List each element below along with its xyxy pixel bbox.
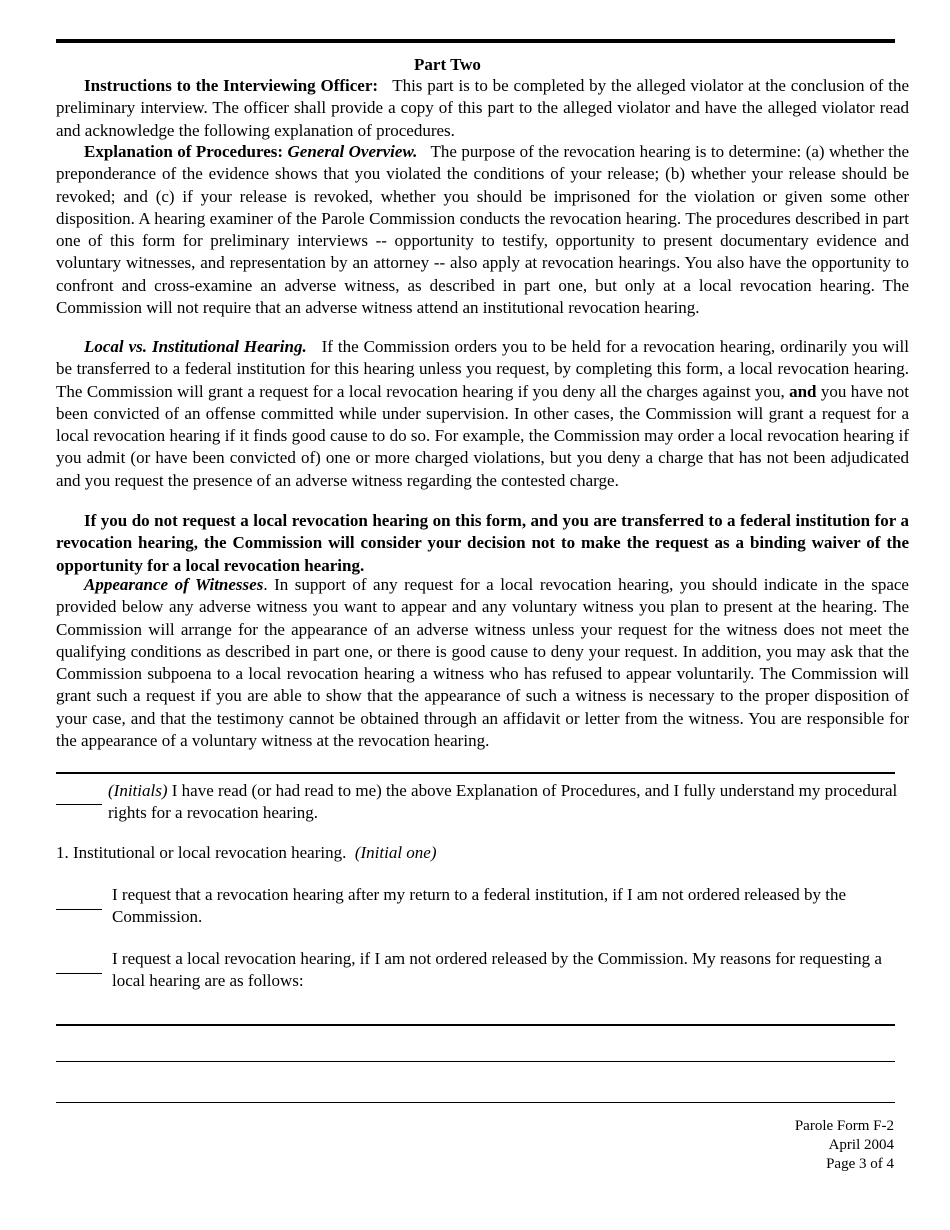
instructions-label: Instructions to the Interviewing Officer: bbox=[84, 76, 379, 95]
explanation-text: The purpose of the revocation hearing is to determine: (a) whether the preponderance of the evidence shows that you violated the conditions of your release; (b) whether your release should be revoked; and (c) if your release is revoked, whether you should be imprisoned for the violation or given some other disposition. A hearing examiner of the Parole Commission conducts the revocation hearing. The procedures described in part one of this form for preliminary interviews -- opportunity to testify, opportunity to present documentary evidence and voluntary witnesses, and representation by an attorney -- also apply at revocation hearings. You also have the opportunity to confront and cross-examine an adverse witness, as described in part one, but only at a local revocation hearing. The Commission will not require that an adverse witness attend an institutional revocation hearing. bbox=[56, 142, 910, 318]
top-rule bbox=[56, 39, 895, 43]
local-text-part2: you have not been convicted of an offense committed while under supervision. In other cases, the Commission will grant a request for a local revocation hearing if it finds good cause to do so. For example, the Commission may order a local revocation hearing if you admit (or have been convicted of) one or more charged violations, but you deny a charge that has not been adjudicated and you request the presence of an adverse witness regarding the contested charge. bbox=[56, 381, 909, 490]
instructions-text: This part is to be completed by the alleged violator at the conclusion of the preliminary interview. The officer shall provide a copy of this part to the alleged violator and have the alleged violator read and acknowledge the following explanation of procedures. bbox=[56, 76, 909, 140]
initials-label: (Initials) bbox=[108, 781, 168, 800]
and-emphasis: and bbox=[789, 381, 817, 401]
reasons-line-1[interactable] bbox=[56, 1024, 895, 1026]
option-institutional: I request that a revocation hearing after my return to a federal institution, if I am not ordered released by the Commission. bbox=[112, 885, 847, 927]
explanation-label: Explanation of Procedures: bbox=[84, 142, 284, 161]
explanation-paragraph bbox=[56, 141, 909, 319]
general-overview-label: General Overview. bbox=[287, 142, 418, 161]
page-number: Page 3 of 4 bbox=[826, 1156, 894, 1172]
witnesses-label: Appearance of Witnesses bbox=[84, 575, 264, 594]
initials-blank[interactable] bbox=[56, 804, 102, 805]
option-local: I request a local revocation hearing, if I am not ordered released by the Commission. My reasons for requesting a local hearing are as follows: bbox=[112, 949, 882, 991]
local-initial-blank[interactable] bbox=[56, 973, 102, 974]
acknowledgment-text: I have read (or had read to me) the above Explanation of Procedures, and I fully understand my procedural rights for a revocation hearing. bbox=[108, 781, 898, 823]
section-divider bbox=[56, 772, 895, 774]
local-text-part1: If the Commission orders you to be held for a revocation hearing, ordinarily you will be transferred to a federal institution for this hearing unless you request, by completing this form, a local revocation hearing. The Commission will grant a request for a local revocation hearing if you deny all the charges against you, bbox=[56, 337, 910, 401]
local-vs-institutional-label: Local vs. Institutional Hearing. bbox=[84, 337, 307, 356]
form-date: April 2004 bbox=[828, 1137, 894, 1153]
acknowledgment-statement bbox=[108, 780, 908, 825]
question-1 bbox=[56, 842, 909, 864]
question-1-hint: (Initial one) bbox=[354, 843, 437, 862]
waiver-notice: If you do not request a local revocation hearing on this form, and you are transferred to a federal institution for a revocation hearing, the Commission will consider your decision not to make the request as a binding waiver of the opportunity for a local revocation hearing. bbox=[56, 511, 909, 575]
page-title: Part Two bbox=[414, 55, 481, 74]
instructions-paragraph bbox=[56, 75, 909, 142]
local-vs-institutional-paragraph bbox=[56, 336, 909, 492]
witnesses-text: . In support of any request for a local revocation hearing, you should indicate in the space provided below any adverse witness you want to appear and any voluntary witness you plan to present at the hearing. The Commission will arrange for the appearance of an adverse witness unless your request for the witness does not meet the qualifying conditions as described in part one, or there is good cause to deny your request. In addition, you may ask that the Commission subpoena to a local revocation hearing a witness who has refused to appear voluntarily. The Commission will grant such a request if you are able to show that the appearance of such a witness is necessary to the proper disposition of your case, and that the testimony cannot be obtained through an affidavit or letter from the witness. You are responsible for the appearance of a voluntary witness at the revocation hearing. bbox=[56, 575, 909, 751]
form-number: Parole Form F-2 bbox=[794, 1118, 894, 1134]
institutional-initial-blank[interactable] bbox=[56, 909, 102, 910]
question-1-label: 1. Institutional or local revocation hearing. bbox=[56, 843, 347, 862]
reasons-line-3[interactable] bbox=[56, 1102, 895, 1103]
witnesses-paragraph bbox=[56, 574, 909, 752]
reasons-line-2[interactable] bbox=[56, 1061, 895, 1062]
form-footer bbox=[795, 1117, 894, 1174]
